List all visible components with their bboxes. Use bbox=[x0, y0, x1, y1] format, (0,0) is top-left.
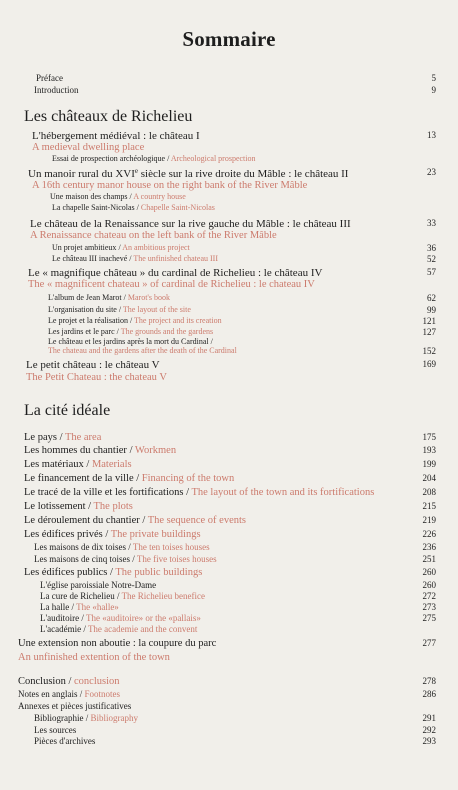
toc-label-english: conclusion bbox=[74, 676, 120, 687]
toc-label: Les édifices privés bbox=[24, 529, 103, 540]
toc-label-english: The Richelieu benefice bbox=[121, 591, 206, 601]
toc-label: La cure de Richelieu bbox=[40, 591, 115, 601]
toc-page-number: 293 bbox=[422, 736, 436, 746]
toc-page-number: 152 bbox=[422, 346, 436, 356]
separator: / bbox=[102, 529, 111, 540]
toc-label-english: Materials bbox=[91, 459, 132, 470]
toc-page-number: 62 bbox=[427, 293, 436, 303]
toc-page-number: 121 bbox=[422, 316, 436, 326]
separator: / bbox=[107, 567, 116, 578]
toc-label-english: A 16th century manor house on the right bank of the River Mâble bbox=[32, 180, 308, 191]
separator: / bbox=[130, 554, 137, 564]
toc-label-english: The area bbox=[64, 432, 102, 443]
toc-label-english: An unfinished extention of the town bbox=[18, 652, 170, 663]
toc-label-english: The public buildings bbox=[115, 567, 203, 578]
toc-label: Un manoir rural du XVIe siècle sur la rive droite du Mâble : le château II bbox=[28, 167, 349, 180]
separator: / bbox=[183, 487, 192, 498]
separator: / bbox=[133, 473, 142, 484]
toc-page-number: 13 bbox=[427, 130, 436, 140]
toc-label: L'hébergement médiéval : le château I bbox=[32, 130, 200, 142]
toc-label-english: The layout of the town and its fortifications bbox=[191, 487, 375, 498]
toc-label: Le déroulement du chantier bbox=[24, 515, 140, 526]
toc-page-number: 208 bbox=[422, 487, 436, 497]
toc-label-english: The sequence of events bbox=[147, 515, 246, 526]
toc-page-number: 5 bbox=[431, 73, 436, 83]
toc-label: Pièces d'archives bbox=[34, 736, 96, 746]
separator: / bbox=[79, 613, 86, 623]
toc-page-number: 236 bbox=[422, 542, 436, 552]
toc-label: Annexes et pièces justificatives bbox=[18, 701, 132, 711]
toc-page-number: 52 bbox=[427, 254, 436, 264]
toc-label-english: A medieval dwelling place bbox=[32, 142, 145, 153]
separator: / bbox=[114, 591, 122, 601]
toc-page-number: 226 bbox=[422, 529, 436, 539]
toc-label: Les maisons de dix toises bbox=[34, 542, 126, 552]
toc-label-english: The «halle» bbox=[76, 602, 119, 612]
toc-page-number: 260 bbox=[422, 567, 436, 577]
toc-label: La halle bbox=[40, 602, 70, 612]
toc-label-english: Workmen bbox=[134, 445, 177, 456]
toc-label: L'église paroissiale Notre-Dame bbox=[40, 580, 157, 590]
separator: / bbox=[83, 459, 92, 470]
separator: / bbox=[139, 515, 148, 526]
toc-page-number: 33 bbox=[427, 218, 436, 228]
toc-label-english: Bibliography bbox=[90, 713, 139, 723]
toc-page-number: 204 bbox=[422, 473, 436, 483]
toc-label: Les sources bbox=[34, 725, 77, 735]
toc-label: Le château de la Renaissance sur la rive gauche du Mâble : le château III bbox=[30, 218, 351, 230]
toc-page-number: 275 bbox=[422, 613, 436, 623]
toc-label-english: The plots bbox=[93, 501, 133, 512]
toc-label-english: The « magnificent chateau » of cardinal de Richelieu : le chateau IV bbox=[28, 279, 315, 290]
separator: / bbox=[81, 624, 88, 634]
toc-label: Les maisons de cinq toises bbox=[34, 554, 130, 564]
toc-label: Le petit château : le château V bbox=[26, 359, 160, 371]
toc-label: L'auditoire bbox=[40, 613, 80, 623]
toc-page-number: 169 bbox=[422, 359, 436, 369]
toc-label: Conclusion bbox=[18, 676, 66, 687]
toc-page-number: 199 bbox=[422, 459, 436, 469]
toc-page-number: 127 bbox=[422, 327, 436, 337]
toc-label: Préface bbox=[36, 73, 63, 83]
toc-label: Les matériaux bbox=[24, 459, 84, 470]
toc-label-english: Financing of the town bbox=[141, 473, 235, 484]
toc-page-number: 193 bbox=[422, 445, 436, 455]
toc-label: L'académie bbox=[40, 624, 82, 634]
toc-page-number: 99 bbox=[427, 305, 436, 315]
toc-label-english: The «auditoire» or the «pallais» bbox=[85, 613, 201, 623]
toc-label-english: A Renaissance chateau on the left bank of the River Mâble bbox=[30, 230, 277, 241]
toc-label-english: The ten toises houses bbox=[132, 542, 210, 552]
toc-page-number: 277 bbox=[422, 638, 436, 648]
separator: / bbox=[69, 602, 77, 612]
toc-page-number: 175 bbox=[422, 432, 436, 442]
toc-label: Le financement de la ville bbox=[24, 473, 134, 484]
toc-page-number: 272 bbox=[422, 591, 436, 601]
separator: / bbox=[126, 542, 133, 552]
toc-page-number: 286 bbox=[422, 689, 436, 699]
contents-page: Sommaire Préface 5 Introduction 9 Les châteaux de Richelieu L'hébergement médiéval : le château I 13 A medieval dwelling place Essai de prospection archéologique / Archeological prospection Un manoir rural du XVIe siècle sur la rive droite du Mâble : le château II 23 A 16th century manor house on the right bank of the River Mâble Une maison des champs / A country house La chapelle Saint-Nicolas / Chapelle Saint-Nicolas Le château de la Renaissance sur la rive gauche du Mâble : le château III 33 A Renaissance chateau on the left bank of the River Mâble Un projet ambitieux / An ambitious project 36 Le château III inachevé / The unfinished chateau III 52 Le « magnifique château » du cardinal de Richelieu : le château IV 57 The « magnificent chateau » of cardinal de Richelieu : le chateau IV L'album de Jean Marot / Marot's book 62 L'organisation du site / The layout of the site 99 Le projet et la réalisation / The project and its creation 121 Les jardins et le parc / The grounds and the gardens 127 Le château et les jardins après la mort du Cardinal / The chateau and the gardens after the death of the Cardinal 152 Le petit château : le château V 169 The Petit Chateau : the chateau V La cité idéale Le pays / The area 175 Les hommes du chantier / Workmen 193 Les matériaux / Materials 199 Le financement de la ville / Financing of the town 204 Le tracé de la ville et les fortifications / The layout of the town and its fortifications 208 Le lotissement / The plots 215 Le déroulement du chantier / The sequence of events 219 Les édifices privés / The private buildings 226 Les maisons de dix toises / The ten toises houses 236 Les maisons de cinq toises / The five toises houses 251 Les édifices publics / The public buildings 260 L'église paroissiale Notre-Dame 260 La cure de Richelieu / The Richelieu benefice 272 La halle / The «halle» 273 L'auditoire / The «auditoire» or the «pallais» 275 L'académie / The academie and the convent Une extension non aboutie : la coupure du parc 277 An unfinished extention of the town Conclusion / conclusion 278 Notes en anglais / Footnotes 286 Annexes et pièces justificatives Bibliographie / Bibliography 291 Les sources 292 Pièces d'archives 293 bbox=[0, 0, 458, 790]
toc-label: Les édifices publics bbox=[24, 567, 108, 578]
toc-page-number: 219 bbox=[422, 515, 436, 525]
toc-page-number: 273 bbox=[422, 602, 436, 612]
toc-label: Une extension non aboutie : la coupure du parc bbox=[18, 638, 217, 649]
toc-page-number: 291 bbox=[422, 713, 436, 723]
toc-page-number: 23 bbox=[427, 167, 436, 177]
toc-label: Les hommes du chantier bbox=[24, 445, 127, 456]
toc-page-number: 57 bbox=[427, 267, 436, 277]
toc-label: Bibliographie bbox=[34, 713, 84, 723]
toc-label: Le tracé de la ville et les fortifications bbox=[24, 487, 184, 498]
toc-label-english: The academie and the convent bbox=[87, 624, 198, 634]
toc-label: Le lotissement bbox=[24, 501, 86, 512]
toc-page-number: 36 bbox=[427, 243, 436, 253]
toc-page-number: 278 bbox=[422, 676, 436, 686]
toc-page-number: 251 bbox=[422, 554, 436, 564]
toc-label: Notes en anglais bbox=[18, 689, 78, 699]
separator: / bbox=[126, 445, 135, 456]
toc-label-english: Footnotes bbox=[84, 689, 121, 699]
toc-page-number: 292 bbox=[422, 725, 436, 735]
toc-label: Introduction bbox=[34, 85, 79, 95]
page-title: Sommaire bbox=[182, 27, 276, 51]
toc-label-english: The five toises houses bbox=[136, 554, 217, 564]
toc-label: Le pays bbox=[24, 432, 57, 443]
separator: / bbox=[56, 432, 65, 443]
toc-page-number: 215 bbox=[422, 501, 436, 511]
toc-label: Le « magnifique château » du cardinal de Richelieu : le château IV bbox=[28, 267, 323, 279]
toc-page-number: 260 bbox=[422, 580, 436, 590]
separator: / bbox=[85, 501, 94, 512]
toc-label-english: The private buildings bbox=[110, 529, 201, 540]
toc-label-english: The Petit Chateau : the chateau V bbox=[26, 372, 167, 383]
toc-page-number: 9 bbox=[431, 85, 436, 95]
